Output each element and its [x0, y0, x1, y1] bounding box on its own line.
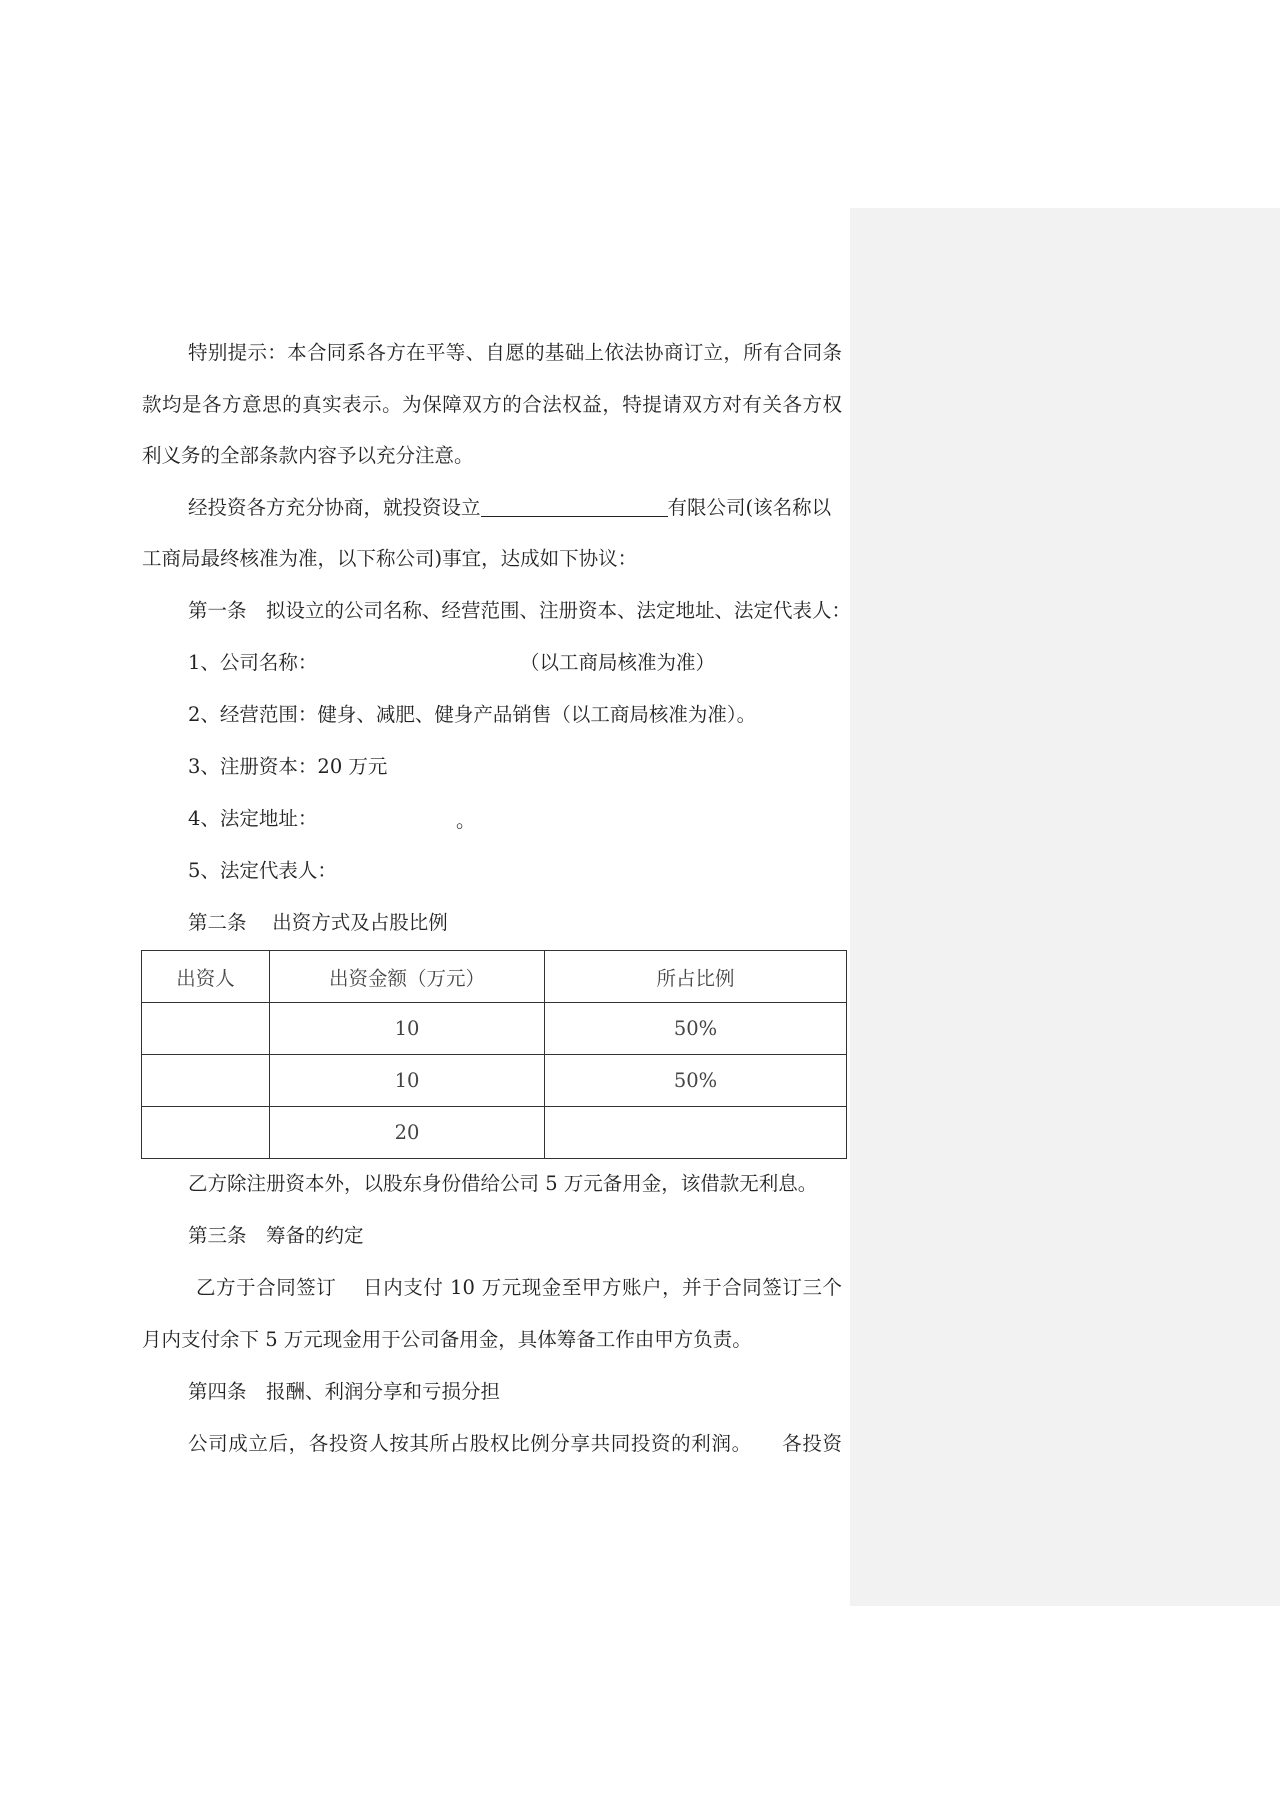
- cell-investor[interactable]: [142, 1003, 270, 1055]
- article-3-title: 第三条 筹备的约定: [188, 1224, 364, 1247]
- preamble-line-2: 工商局最终核准为准，以下称公司)事宜，达成如下协议：: [142, 547, 638, 570]
- cell-ratio[interactable]: 50%: [545, 1055, 847, 1107]
- article-3-line-1: 乙方于合同签订 日内支付 10 万元现金至甲方账户，并于合同签订三个: [196, 1276, 842, 1299]
- article-1-item-5: 5、法定代表人：: [188, 859, 337, 882]
- article-2-title: 第二条 出资方式及占股比例: [188, 911, 448, 934]
- article-1-item-2: 2、经营范围：健身、减肥、健身产品销售（以工商局核准为准）。: [188, 703, 757, 726]
- cell-investor[interactable]: [142, 1055, 270, 1107]
- table-row: [142, 1003, 847, 1055]
- article-3-line-2: 月内支付余下 5 万元现金用于公司备用金，具体筹备工作由甲方负责。: [142, 1328, 752, 1351]
- intro-line-2: 款均是各方意思的真实表示。为保障双方的合法权益，特提请双方对有关各方权: [142, 393, 842, 416]
- article-1-item-1-note: （以工商局核准为准）: [520, 651, 716, 674]
- article-4-line-1: 公司成立后，各投资人按其所占股权比例分享共同投资的利润。 各投资: [188, 1432, 842, 1455]
- cell-amount[interactable]: 20: [270, 1107, 545, 1159]
- cell-ratio[interactable]: 50%: [545, 1003, 847, 1055]
- article-1-item-3: 3、注册资本：20 万元: [188, 755, 388, 778]
- article-1-item-4: 4、法定地址：: [188, 807, 318, 830]
- table-header-row: [142, 951, 847, 1003]
- cell-ratio[interactable]: [545, 1107, 847, 1159]
- header-amount: 出资金额（万元）: [270, 951, 545, 1003]
- company-name-blank[interactable]: [481, 515, 668, 517]
- capital-contribution-table: [141, 950, 847, 1159]
- comment-margin-pane: [850, 208, 1280, 1606]
- article-4-title: 第四条 报酬、利润分享和亏损分担: [188, 1380, 501, 1403]
- header-ratio: 所占比例: [545, 951, 847, 1003]
- article-1-item-4-end: 。: [456, 809, 476, 832]
- article-1-item-1: 1、公司名称：: [188, 651, 318, 674]
- cell-investor[interactable]: [142, 1107, 270, 1159]
- intro-line-3: 利义务的全部条款内容予以充分注意。: [142, 444, 474, 467]
- preamble-line-1: 经投资各方充分协商，就投资设立 有限公司(该名称以: [188, 496, 832, 519]
- cell-amount[interactable]: 10: [270, 1003, 545, 1055]
- cell-amount[interactable]: 10: [270, 1055, 545, 1107]
- table-row: [142, 1107, 847, 1159]
- table-row: [142, 1055, 847, 1107]
- intro-line-1: 特别提示：本合同系各方在平等、自愿的基础上依法协商订立，所有合同条: [188, 341, 842, 364]
- article-1-title: 第一条 拟设立的公司名称、经营范围、注册资本、法定地址、法定代表人：: [188, 599, 852, 622]
- header-investor: 出资人: [142, 951, 270, 1003]
- article-2-note: 乙方除注册资本外，以股东身份借给公司 5 万元备用金，该借款无利息。: [188, 1172, 818, 1195]
